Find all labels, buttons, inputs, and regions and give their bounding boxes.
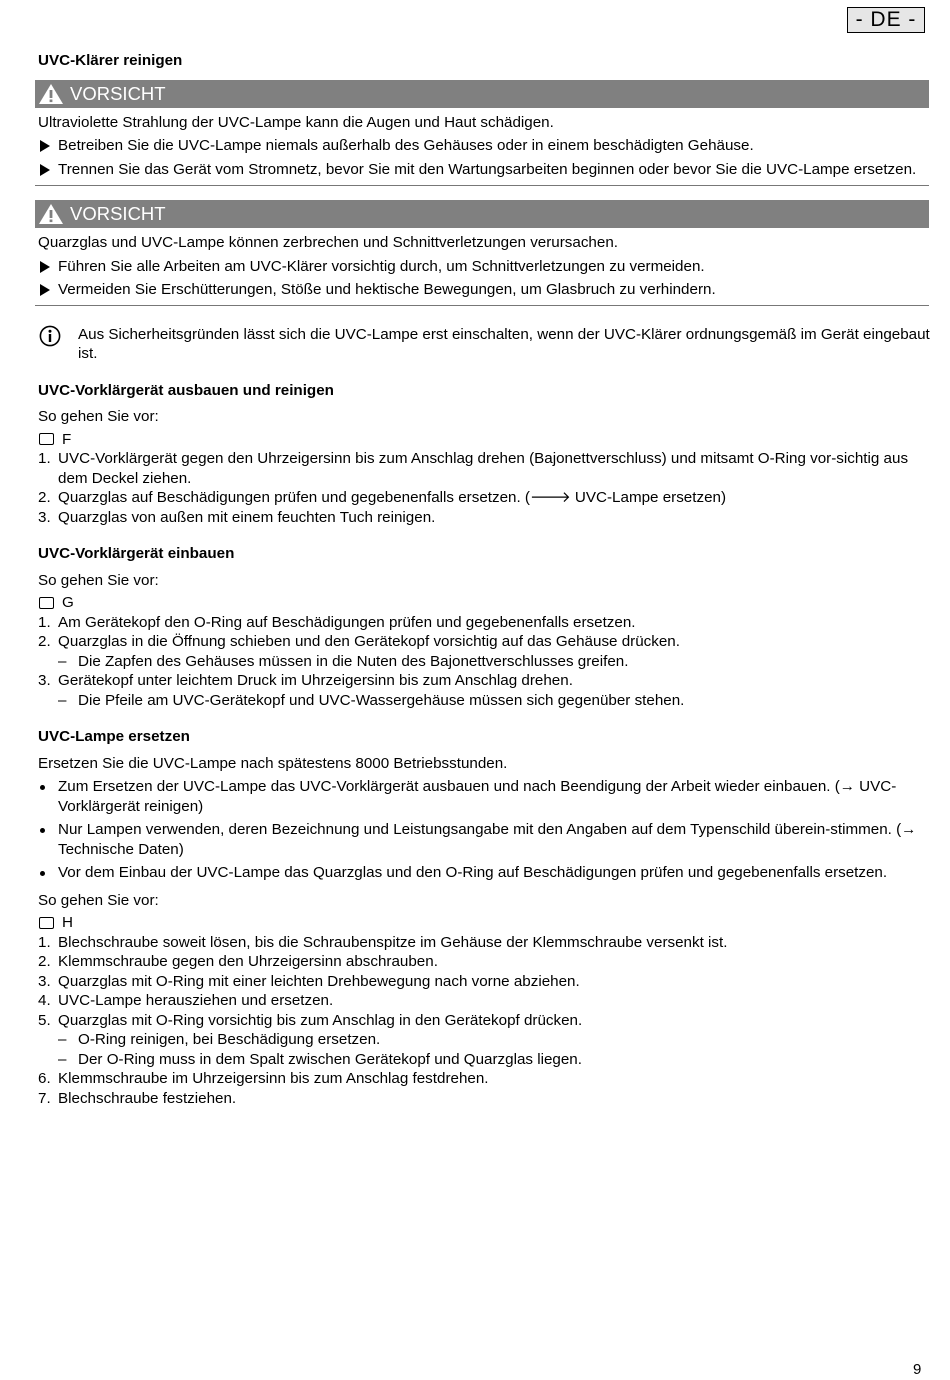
figure-reference: F [38, 430, 930, 450]
list-item: 2. Quarzglas in die Öffnung schieben und den Gerätekopf vorsichtig auf das Gehäuse drücken. [38, 633, 680, 650]
list-subitem: – O-Ring reinigen, bei Beschädigung ersetzen. [58, 1031, 381, 1048]
section-title-einbauen: UVC-Vorklärgerät einbauen [38, 545, 235, 562]
language-tag: - DE - [847, 7, 925, 33]
list-item: 1. Blechschraube soweit lösen, bis die Schraubenspitze im Gehäuse der Klemmschraube versenkt ist. [38, 933, 728, 951]
figure-reference: H [38, 913, 930, 933]
info-icon [39, 325, 61, 347]
triangle-bullet-icon [40, 284, 50, 296]
list-item: 5. Quarzglas mit O-Ring vorsichtig bis zum Anschlag in den Gerätekopf drücken. [38, 1011, 583, 1029]
caution-text: Quarzglas und UVC-Lampe können zerbrechen und Schnittverletzungen verursachen. [38, 234, 618, 251]
info-note: Aus Sicherheitsgründen lässt sich die UVC-Lampe erst einschalten, wenn der UVC-Klärer ordnungsgemäß im Gerät eingebaut ist. [38, 325, 930, 364]
list-item: 2. Quarzglas auf Beschädigungen prüfen und gegebenenfalls ersetzen. (🡒 UVC-Lampe ersetzen) [38, 489, 727, 506]
section-title-ausbauen: UVC-Vorklärgerät ausbauen und reinigen [38, 381, 334, 399]
figure-box-icon [39, 597, 54, 609]
caution-text: Ultraviolette Strahlung der UVC-Lampe kann die Augen und Haut schädigen. [38, 113, 554, 131]
caution-banner-2 [35, 200, 929, 228]
list-item: 4. UVC-Lampe herausziehen und ersetzen. [38, 992, 334, 1009]
section-title-uvc-klaerer-reinigen: UVC-Klärer reinigen [38, 52, 183, 69]
divider [35, 305, 929, 306]
list-subitem: – Die Zapfen des Gehäuses müssen in die Nuten des Bajonettverschlusses greifen. [58, 652, 629, 670]
list-item: Trennen Sie das Gerät vom Stromnetz, bevor Sie mit den Wartungsarbeiten beginnen oder bevor Sie die UVC-Lampe ersetzen. [38, 160, 930, 180]
warning-icon [38, 83, 64, 105]
procedure-intro: So gehen Sie vor: [38, 891, 159, 909]
figure-box-icon [39, 433, 54, 445]
list-subitem: – Die Pfeile am UVC-Gerätekopf und UVC-Wassergehäuse müssen sich gegenüber stehen. [58, 691, 685, 709]
figure-reference: G [38, 593, 930, 613]
triangle-bullet-icon [40, 261, 50, 273]
list-item: Vor dem Einbau der UVC-Lampe das Quarzglas und den O-Ring auf Beschädigungen prüfen und gegebenenfalls ersetzen. [38, 863, 930, 883]
divider [35, 185, 929, 186]
list-item: Nur Lampen verwenden, deren Bezeichnung und Leistungsangabe mit den Angaben auf dem Typenschild überein-stimmen. (→ Technische Daten) [38, 820, 930, 859]
caution-label: VORSICHT [70, 82, 166, 104]
triangle-bullet-icon [40, 140, 50, 152]
list-item: 3. Quarzglas mit O-Ring mit einer leichten Drehbewegung nach vorne abziehen. [38, 972, 580, 990]
list-item: 3. Gerätekopf unter leichtem Druck im Uhrzeigersinn bis zum Anschlag drehen. [38, 672, 573, 689]
caution-label: VORSICHT [70, 203, 166, 224]
caution-banner-1 [35, 80, 929, 108]
procedure-intro: So gehen Sie vor: [38, 571, 159, 589]
list-item: 2. Klemmschraube gegen den Uhrzeigersinn abschrauben. [38, 953, 438, 970]
triangle-bullet-icon [40, 164, 50, 176]
list-item: 6. Klemmschraube im Uhrzeigersinn bis zum Anschlag festdrehen. [38, 1070, 489, 1087]
list-item: Betreiben Sie die UVC-Lampe niemals außerhalb des Gehäuses oder in einem beschädigten Gehäuse. [38, 136, 930, 156]
list-item: Vermeiden Sie Erschütterungen, Stöße und hektische Bewegungen, um Glasbruch zu verhindern. [38, 280, 930, 300]
procedure-intro: So gehen Sie vor: [38, 408, 159, 425]
list-item: 7. Blechschraube festziehen. [38, 1089, 237, 1107]
page-number: 9 [913, 1361, 922, 1378]
page-content [38, 50, 930, 1108]
section-title-lampe-ersetzen: UVC-Lampe ersetzen [38, 728, 190, 745]
list-item: Zum Ersetzen der UVC-Lampe das UVC-Vorklärgerät ausbauen und nach Beendigung der Arbeit wieder einbauen. (→ UVC-Vorklärgerät reinigen) [38, 777, 930, 816]
list-item: Führen Sie alle Arbeiten am UVC-Klärer vorsichtig durch, um Schnittverletzungen zu vermeiden. [38, 257, 930, 277]
list-item: 1. Am Gerätekopf den O-Ring auf Beschädigungen prüfen und gegebenenfalls ersetzen. [38, 613, 636, 631]
list-subitem: – Der O-Ring muss in dem Spalt zwischen Gerätekopf und Quarzglas liegen. [58, 1050, 582, 1068]
figure-box-icon [39, 917, 54, 929]
section-intro: Ersetzen Sie die UVC-Lampe nach spätestens 8000 Betriebsstunden. [38, 754, 508, 772]
list-item: 3. Quarzglas von außen mit einem feuchten Tuch reinigen. [38, 508, 436, 526]
warning-icon [38, 203, 64, 225]
list-item: 1. UVC-Vorklärgerät gegen den Uhrzeigersinn bis zum Anschlag drehen (Bajonettverschluss) und mitsamt O-Ring vor-sichtig aus dem Deckel ziehen. [38, 450, 909, 487]
